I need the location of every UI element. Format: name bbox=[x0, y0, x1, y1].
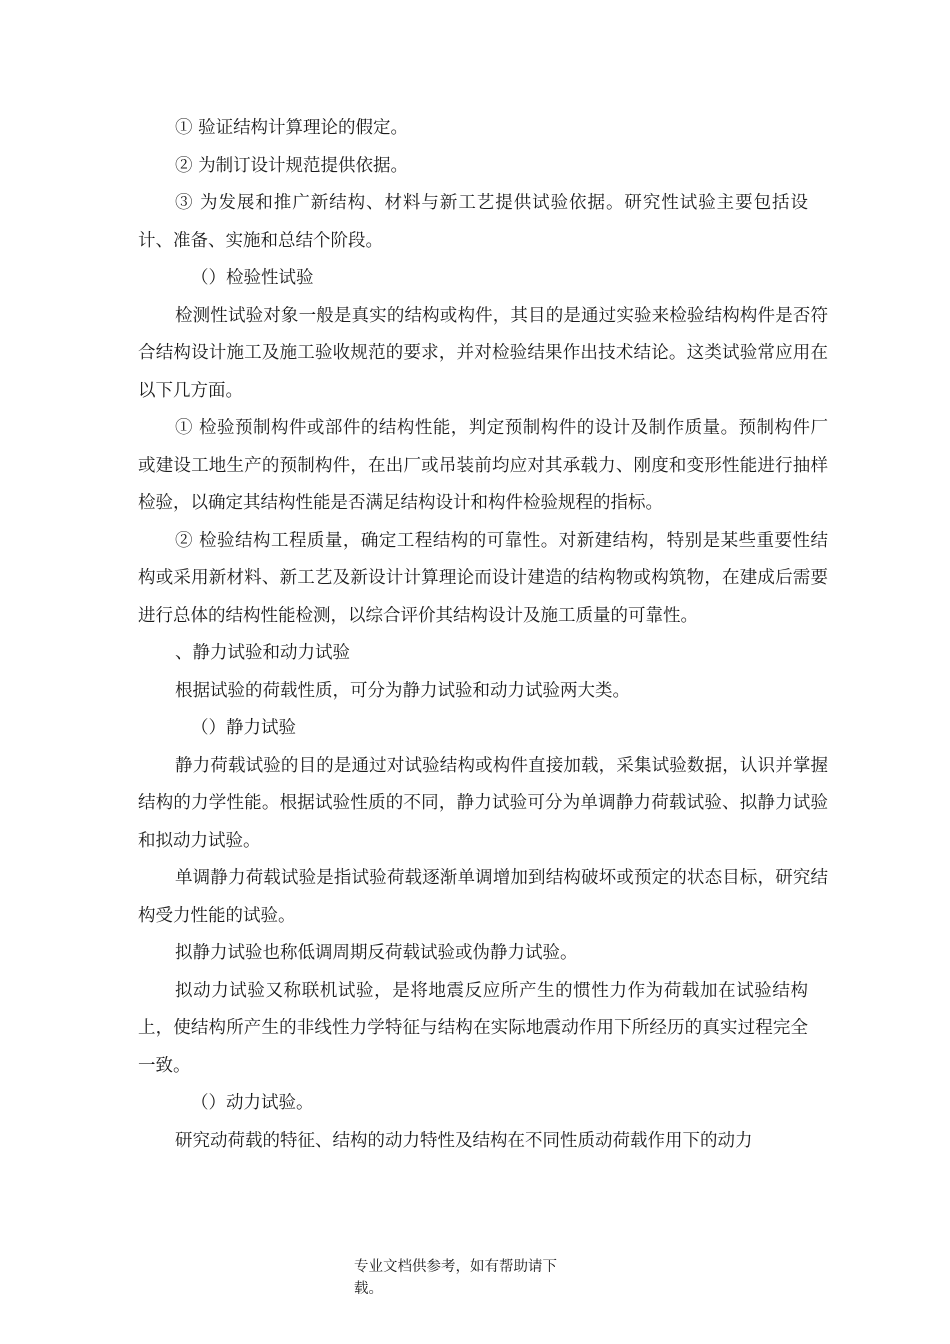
list-item-precast-check: ① 检验预制构件或部件的结构性能，判定预制构件的设计及制作质量。预制构件厂或建设工地生产的预制构件，在出厂或吊装前均应对其承载力、刚度和变形性能进行抽样检验，以确定其结构性能是否满足结构设计和构件检验规程的指标。 bbox=[138, 418, 828, 513]
paragraph-monotonic-static: 单调静力荷载试验是指试验荷载逐渐单调增加到结构破坏或预定的状态目标，研究结构受力性能的试验。 bbox=[138, 868, 828, 926]
paragraph-load-classification: 根据试验的荷载性质，可分为静力试验和动力试验两大类。 bbox=[175, 680, 630, 701]
section-heading-static-dynamic: 、静力试验和动力试验 bbox=[175, 643, 350, 663]
paragraph-inspection-intro: 检测性试验对象一般是真实的结构或构件，其目的是通过实验来检验结构构件是否符合结构设计施工及施工验收规范的要求，并对检验结果作出技术结论。这类试验常应用在以下几方面。 bbox=[138, 305, 828, 401]
paragraph-quasi-static: 拟静力试验也称低调周期反荷载试验或伪静力试验。 bbox=[175, 943, 578, 963]
paragraph-pseudo-dynamic: 拟动力试验又称联机试验，是将地震反应所产生的惯性力作为荷载加在试验结构上，使结构所产生的非线性力学特征与结构在实际地震动作用下所经历的真实过程完全一致。 bbox=[138, 980, 808, 1076]
paragraph-static-purpose: 静力荷载试验的目的是通过对试验结构或构件直接加载，采集试验数据，认识并掌握结构的力学性能。根据试验性质的不同，静力试验可分为单调静力荷载试验、拟静力试验和拟动力试验。 bbox=[138, 755, 828, 851]
list-item-code-basis: ② 为制订设计规范提供依据。 bbox=[175, 155, 409, 176]
section-heading-inspection-test: （）检验性试验 bbox=[191, 268, 314, 288]
list-item-new-structures: ③ 为发展和推广新结构、材料与新工艺提供试验依据。研究性试验主要包括设计、准备、实施和总结个阶段。 bbox=[138, 193, 808, 251]
section-heading-static-test: （）静力试验 bbox=[191, 718, 296, 738]
section-heading-dynamic-test: （）动力试验。 bbox=[191, 1093, 314, 1113]
list-item-verify-theory: ① 验证结构计算理论的假定。 bbox=[175, 118, 409, 138]
document-body bbox=[138, 110, 828, 1160]
footer-line-1: 专业文档供参考，如有帮助请下 bbox=[354, 1259, 557, 1275]
paragraph-dynamic-intro: 研究动荷载的特征、结构的动力特性及结构在不同性质动荷载作用下的动力 bbox=[175, 1130, 753, 1151]
list-item-quality-check: ② 检验结构工程质量，确定工程结构的可靠性。对新建结构，特别是某些重要性结构或采用新材料、新工艺及新设计计算理论而设计建造的结构物或构筑物，在建成后需要进行总体的结构性能检测，以综合评价其结构设计及施工质量的可靠性。 bbox=[138, 530, 828, 626]
page-footer bbox=[354, 1256, 594, 1300]
footer-line-2: 载。 bbox=[354, 1281, 383, 1297]
